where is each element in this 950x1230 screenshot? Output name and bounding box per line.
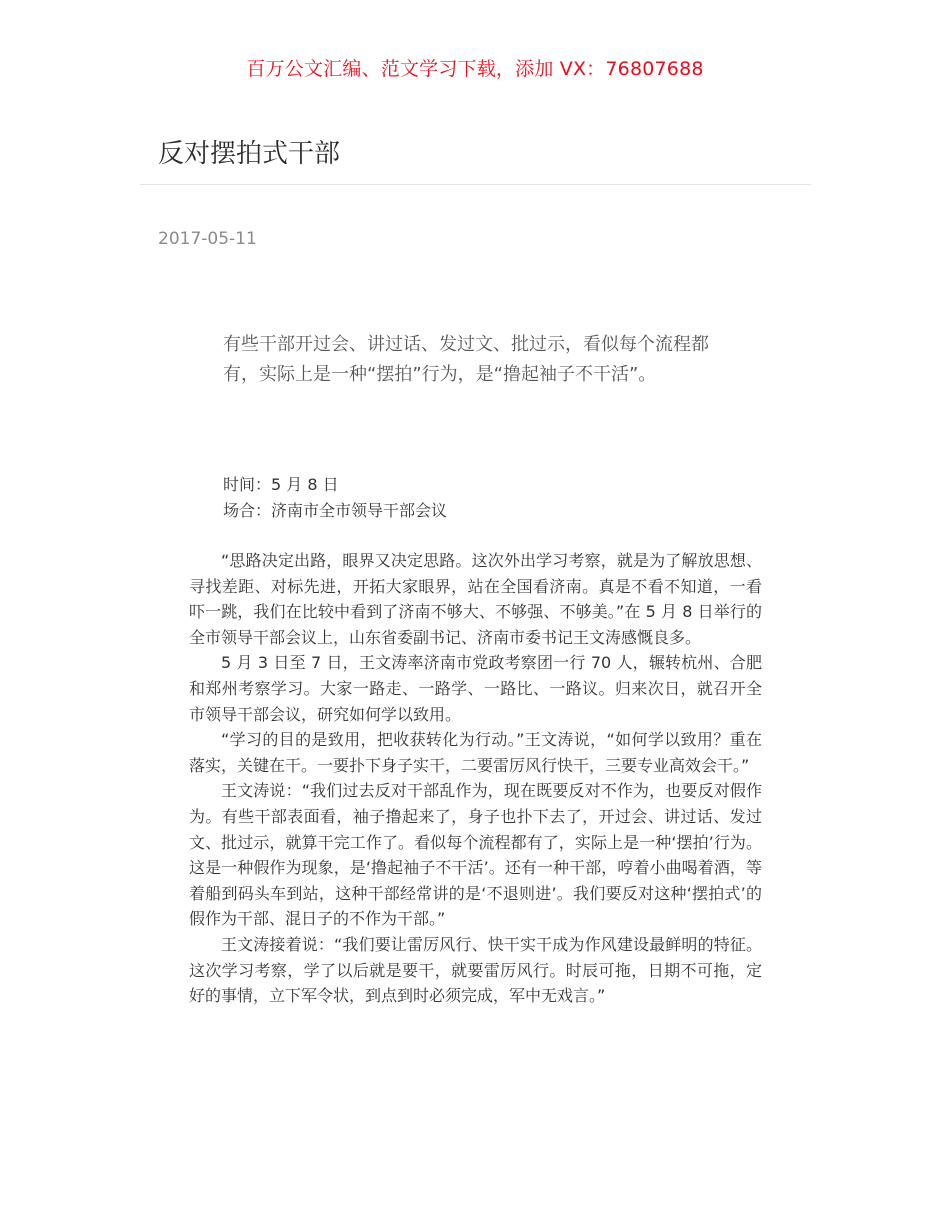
body-paragraph: 5 月 3 日至 7 日，王文涛率济南市党政考察团一行 70 人，辗转杭州、合肥和郑州考察学习。大家一路走、一路学、一路比、一路议。归来次日，就召开全市领导干部会议，研究如何学以致用。	[189, 653, 762, 724]
body-paragraph: “学习的目的是致用，把收获转化为行动。”王文涛说，“如何学以致用？重在落实，关键在干。一要扑下身子实干，二要雷厉风行快干，三要专业高效会干。”	[189, 730, 762, 775]
meta-time: 时间：5 月 8 日	[223, 475, 339, 494]
watermark-banner: 百万公文汇编、范文学习下载，添加 VX：76807688	[246, 58, 704, 80]
page-title: 反对摆拍式干部	[158, 139, 341, 169]
title-divider	[140, 184, 811, 185]
body-paragraph: 王文涛说：“我们过去反对干部乱作为，现在既要反对不作为，也要反对假作为。有些干部表面看，袖子撸起来了，身子也扑下去了，开过会、讲过话、发过文、批过示，就算干完工作了。看似每个流程都有了，实际上是一种‘摆拍’行为。这是一种假作为现象，是‘撸起袖子不干活’。还有一种干部，哼着小曲喝着酒，等着船到码头车到站，这种干部经常讲的是‘不退则进’。我们要反对这种‘摆拍式’的假作为干部、混日子的不作为干部。”	[189, 781, 762, 929]
meta-venue: 场合：济南市全市领导干部会议	[223, 501, 448, 520]
body-paragraph: “思路决定出路，眼界又决定思路。这次外出学习考察，就是为了解放思想、寻找差距、对标先进，开拓大家眼界，站在全国看济南。真是不看不知道，一看吓一跳，我们在比较中看到了济南不够大、不够强、不够美。”在 5 月 8 日举行的全市领导干部会议上，山东省委副书记、济南市委书记王文涛感慨良多。	[189, 551, 762, 647]
body-paragraph: 王文涛接着说：“我们要让雷厉风行、快干实干成为作风建设最鲜明的特征。这次学习考察，学了以后就是要干，就要雷厉风行。时辰可拖，日期不可拖，定好的事情，立下军令状，到点到时必须完成，军中无戏言。”	[189, 934, 762, 1006]
meeting-meta	[223, 472, 447, 524]
publish-date: 2017-05-11	[158, 229, 257, 249]
article-summary: 有些干部开过会、讲过话、发过文、批过示，看似每个流程都有，实际上是一种“摆拍”行为，是“撸起袖子不干活”。	[223, 334, 709, 385]
article-body	[189, 548, 762, 1009]
